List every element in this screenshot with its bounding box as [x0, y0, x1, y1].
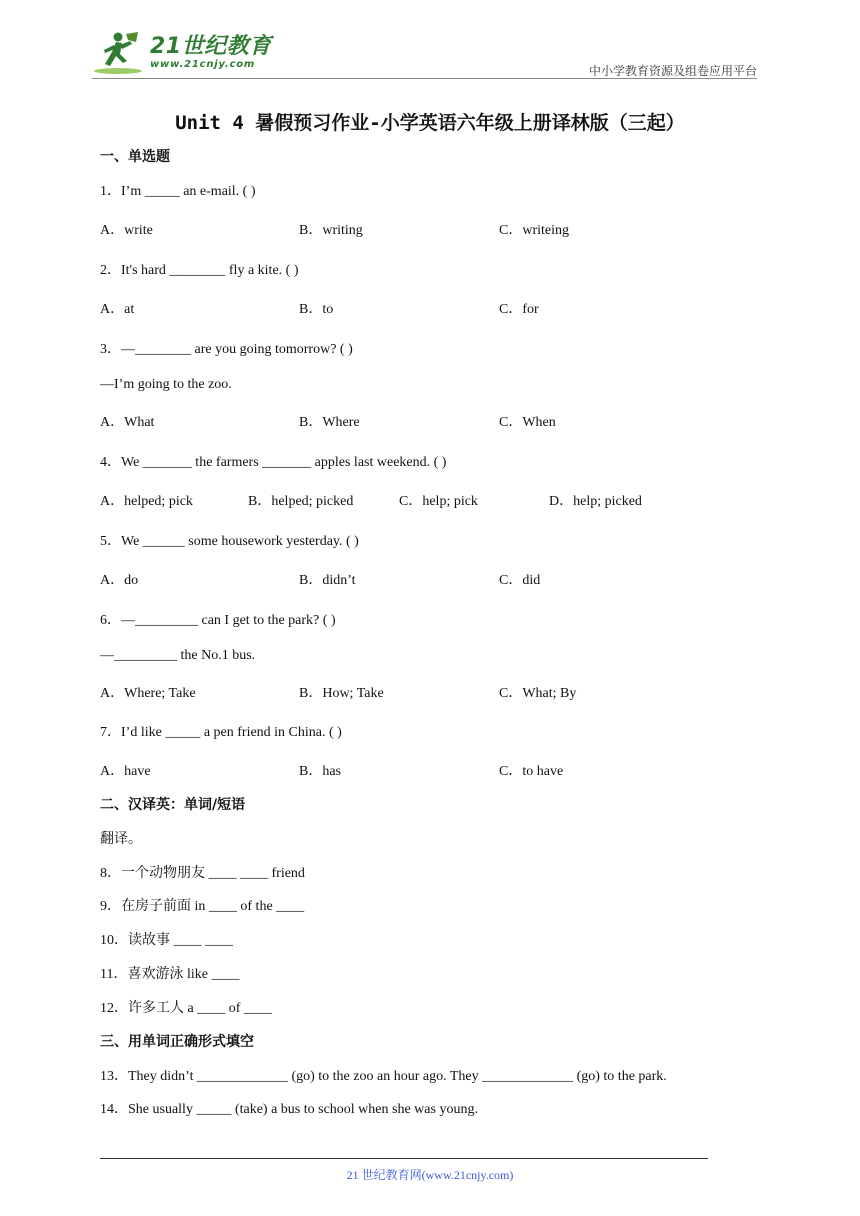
question-3-response: —I’m going to the zoo.	[100, 377, 232, 392]
question-8: 8．一个动物朋友 ____ ____ friend	[100, 866, 305, 881]
q5-option-b: B．didn’t	[299, 573, 356, 588]
section-heading: 一、单选题	[100, 149, 170, 165]
runner-logo-icon	[92, 30, 148, 76]
question-3: 3．—________ are you going tomorrow? ( )	[100, 342, 353, 357]
question-6-response: —_________ the No.1 bus.	[100, 648, 256, 663]
question-13: 13．They didn’t _____________ (go) to the zoo an hour ago. They _____________ (go) to the park.	[100, 1069, 667, 1084]
question-1: 1．I’m _____ an e-mail. ( )	[100, 184, 256, 199]
question-7: 7．I’d like _____ a pen friend in China. ( )	[100, 725, 342, 740]
question-11: 11．喜欢游泳 like ____	[100, 967, 240, 982]
section-heading: 三、用单词正确形式填空	[100, 1034, 254, 1050]
question-9: 9．在房子前面 in ____ of the ____	[100, 899, 305, 914]
question-2: 2．It's hard ________ fly a kite. ( )	[100, 263, 299, 278]
q3-option-a: A．What	[100, 415, 155, 430]
q4-option-d: D．help; picked	[549, 494, 642, 509]
logo-wordmark: 21世纪教育	[150, 34, 272, 59]
footer-divider	[100, 1158, 708, 1159]
question-5: 5．We ______ some housework yesterday. ( )	[100, 534, 359, 549]
question-4: 4．We _______ the farmers _______ apples last weekend. ( )	[100, 455, 447, 470]
q5-option-c: C．did	[499, 573, 541, 588]
footer-link[interactable]: 21 世纪教育网(www.21cnjy.com)	[346, 1168, 514, 1182]
q5-option-a: A．do	[100, 573, 139, 588]
q1-option-a: A．write	[100, 223, 153, 238]
q3-option-b: B．Where	[299, 415, 360, 430]
logo-url: www.21cnjy.com	[150, 59, 256, 70]
site-logo	[92, 30, 272, 76]
question-12: 12．许多工人 a ____ of ____	[100, 1001, 272, 1016]
q6-option-b: B．How; Take	[299, 686, 384, 701]
q4-option-c: C．help; pick	[399, 494, 478, 509]
q7-option-b: B．has	[299, 764, 341, 779]
section-heading: 二、汉译英：单词/短语	[100, 797, 246, 813]
platform-tagline: 中小学教育资源及组卷应用平台	[588, 64, 757, 78]
q7-option-a: A．have	[100, 764, 151, 779]
q1-option-b: B．writing	[299, 223, 363, 238]
q2-option-c: C．for	[499, 302, 539, 317]
q6-option-c: C．What; By	[499, 686, 577, 701]
document-title: Unit 4 暑假预习作业-小学英语六年级上册译林版（三起）	[175, 112, 685, 134]
q3-option-c: C．When	[499, 415, 556, 430]
question-6: 6．—_________ can I get to the park? ( )	[100, 613, 336, 628]
header-divider	[92, 78, 757, 79]
page-header	[92, 30, 757, 78]
q4-option-a: A．helped; pick	[100, 494, 193, 509]
q6-option-a: A．Where; Take	[100, 686, 196, 701]
section-instruction: 翻译。	[100, 831, 142, 847]
q7-option-c: C．to have	[499, 764, 564, 779]
question-10: 10．读故事 ____ ____	[100, 933, 233, 948]
q2-option-a: A．at	[100, 302, 135, 317]
q4-option-b: B．helped; picked	[248, 494, 354, 509]
q2-option-b: B．to	[299, 302, 334, 317]
q1-option-c: C．writeing	[499, 223, 569, 238]
question-14: 14．She usually _____ (take) a bus to school when she was young.	[100, 1102, 478, 1117]
